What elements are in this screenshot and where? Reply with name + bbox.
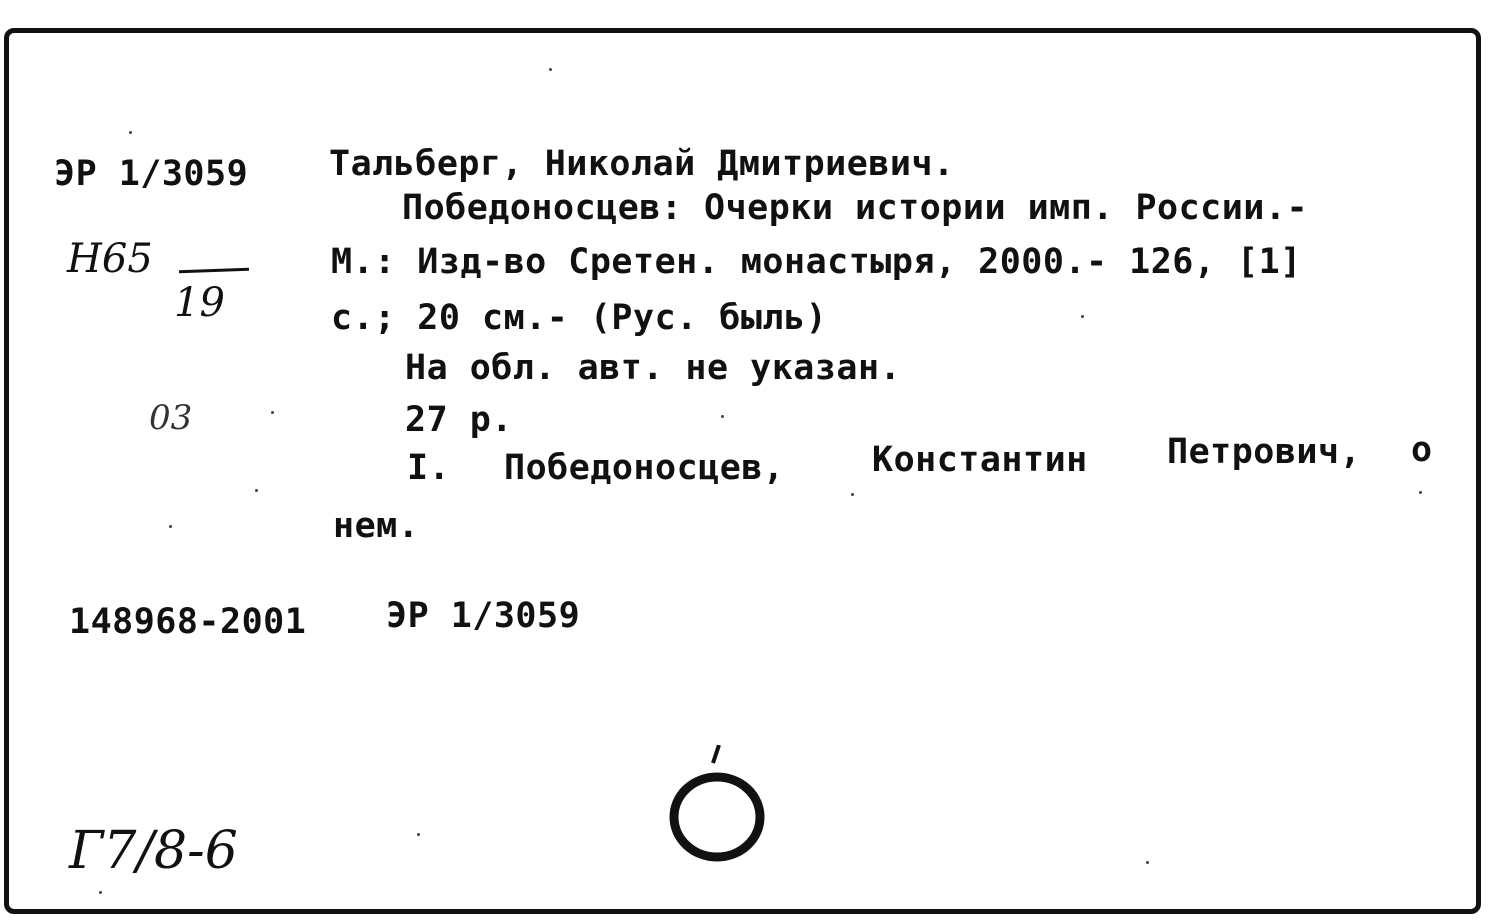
speck — [255, 489, 258, 492]
fraction-bar — [179, 268, 249, 273]
speck — [99, 891, 102, 894]
handwritten-mark-middle: 03 — [149, 398, 193, 438]
subject-given-name: Константин — [872, 440, 1088, 480]
shelf-mark-top: ЭР 1/3059 — [54, 154, 249, 194]
speck — [549, 68, 552, 71]
title-line: Победоносцев: Очерки истории имп. России.- — [402, 188, 1309, 228]
speck — [1146, 861, 1149, 864]
catalog-card — [4, 28, 1481, 914]
accession-number: 148968-2001 — [69, 602, 307, 642]
speck — [1419, 491, 1422, 494]
speck — [721, 415, 724, 418]
subject-end: о — [1411, 430, 1433, 470]
speck — [851, 493, 854, 496]
subject-number: I. — [407, 448, 451, 488]
subject-line-2: нем. — [333, 506, 420, 546]
imprint-line: М.: Изд-во Сретен. монастыря, 2000.- 126, [1] — [331, 242, 1302, 282]
subject-surname: Победоносцев, — [504, 448, 785, 488]
handwritten-code-letters: Н65 — [67, 236, 153, 282]
speck — [1081, 315, 1084, 318]
shelf-mark-bottom: ЭР 1/3059 — [386, 596, 581, 636]
price-line: 27 р. — [405, 400, 513, 440]
speck — [271, 411, 274, 414]
extent-line: с.; 20 см.- (Рус. быль) — [331, 298, 828, 338]
note-line: На обл. авт. не указан. — [405, 348, 902, 388]
punch-hole-ring — [667, 745, 777, 875]
author-heading: Тальберг, Николай Дмитриевич. — [329, 144, 955, 184]
handwritten-bottom-note: Г7/8-6 — [69, 821, 238, 881]
speck — [129, 131, 132, 134]
subject-patronymic: Петрович, — [1167, 432, 1362, 472]
speck — [417, 833, 420, 836]
speck — [169, 525, 172, 528]
handwritten-code-denominator: 19 — [174, 280, 225, 326]
